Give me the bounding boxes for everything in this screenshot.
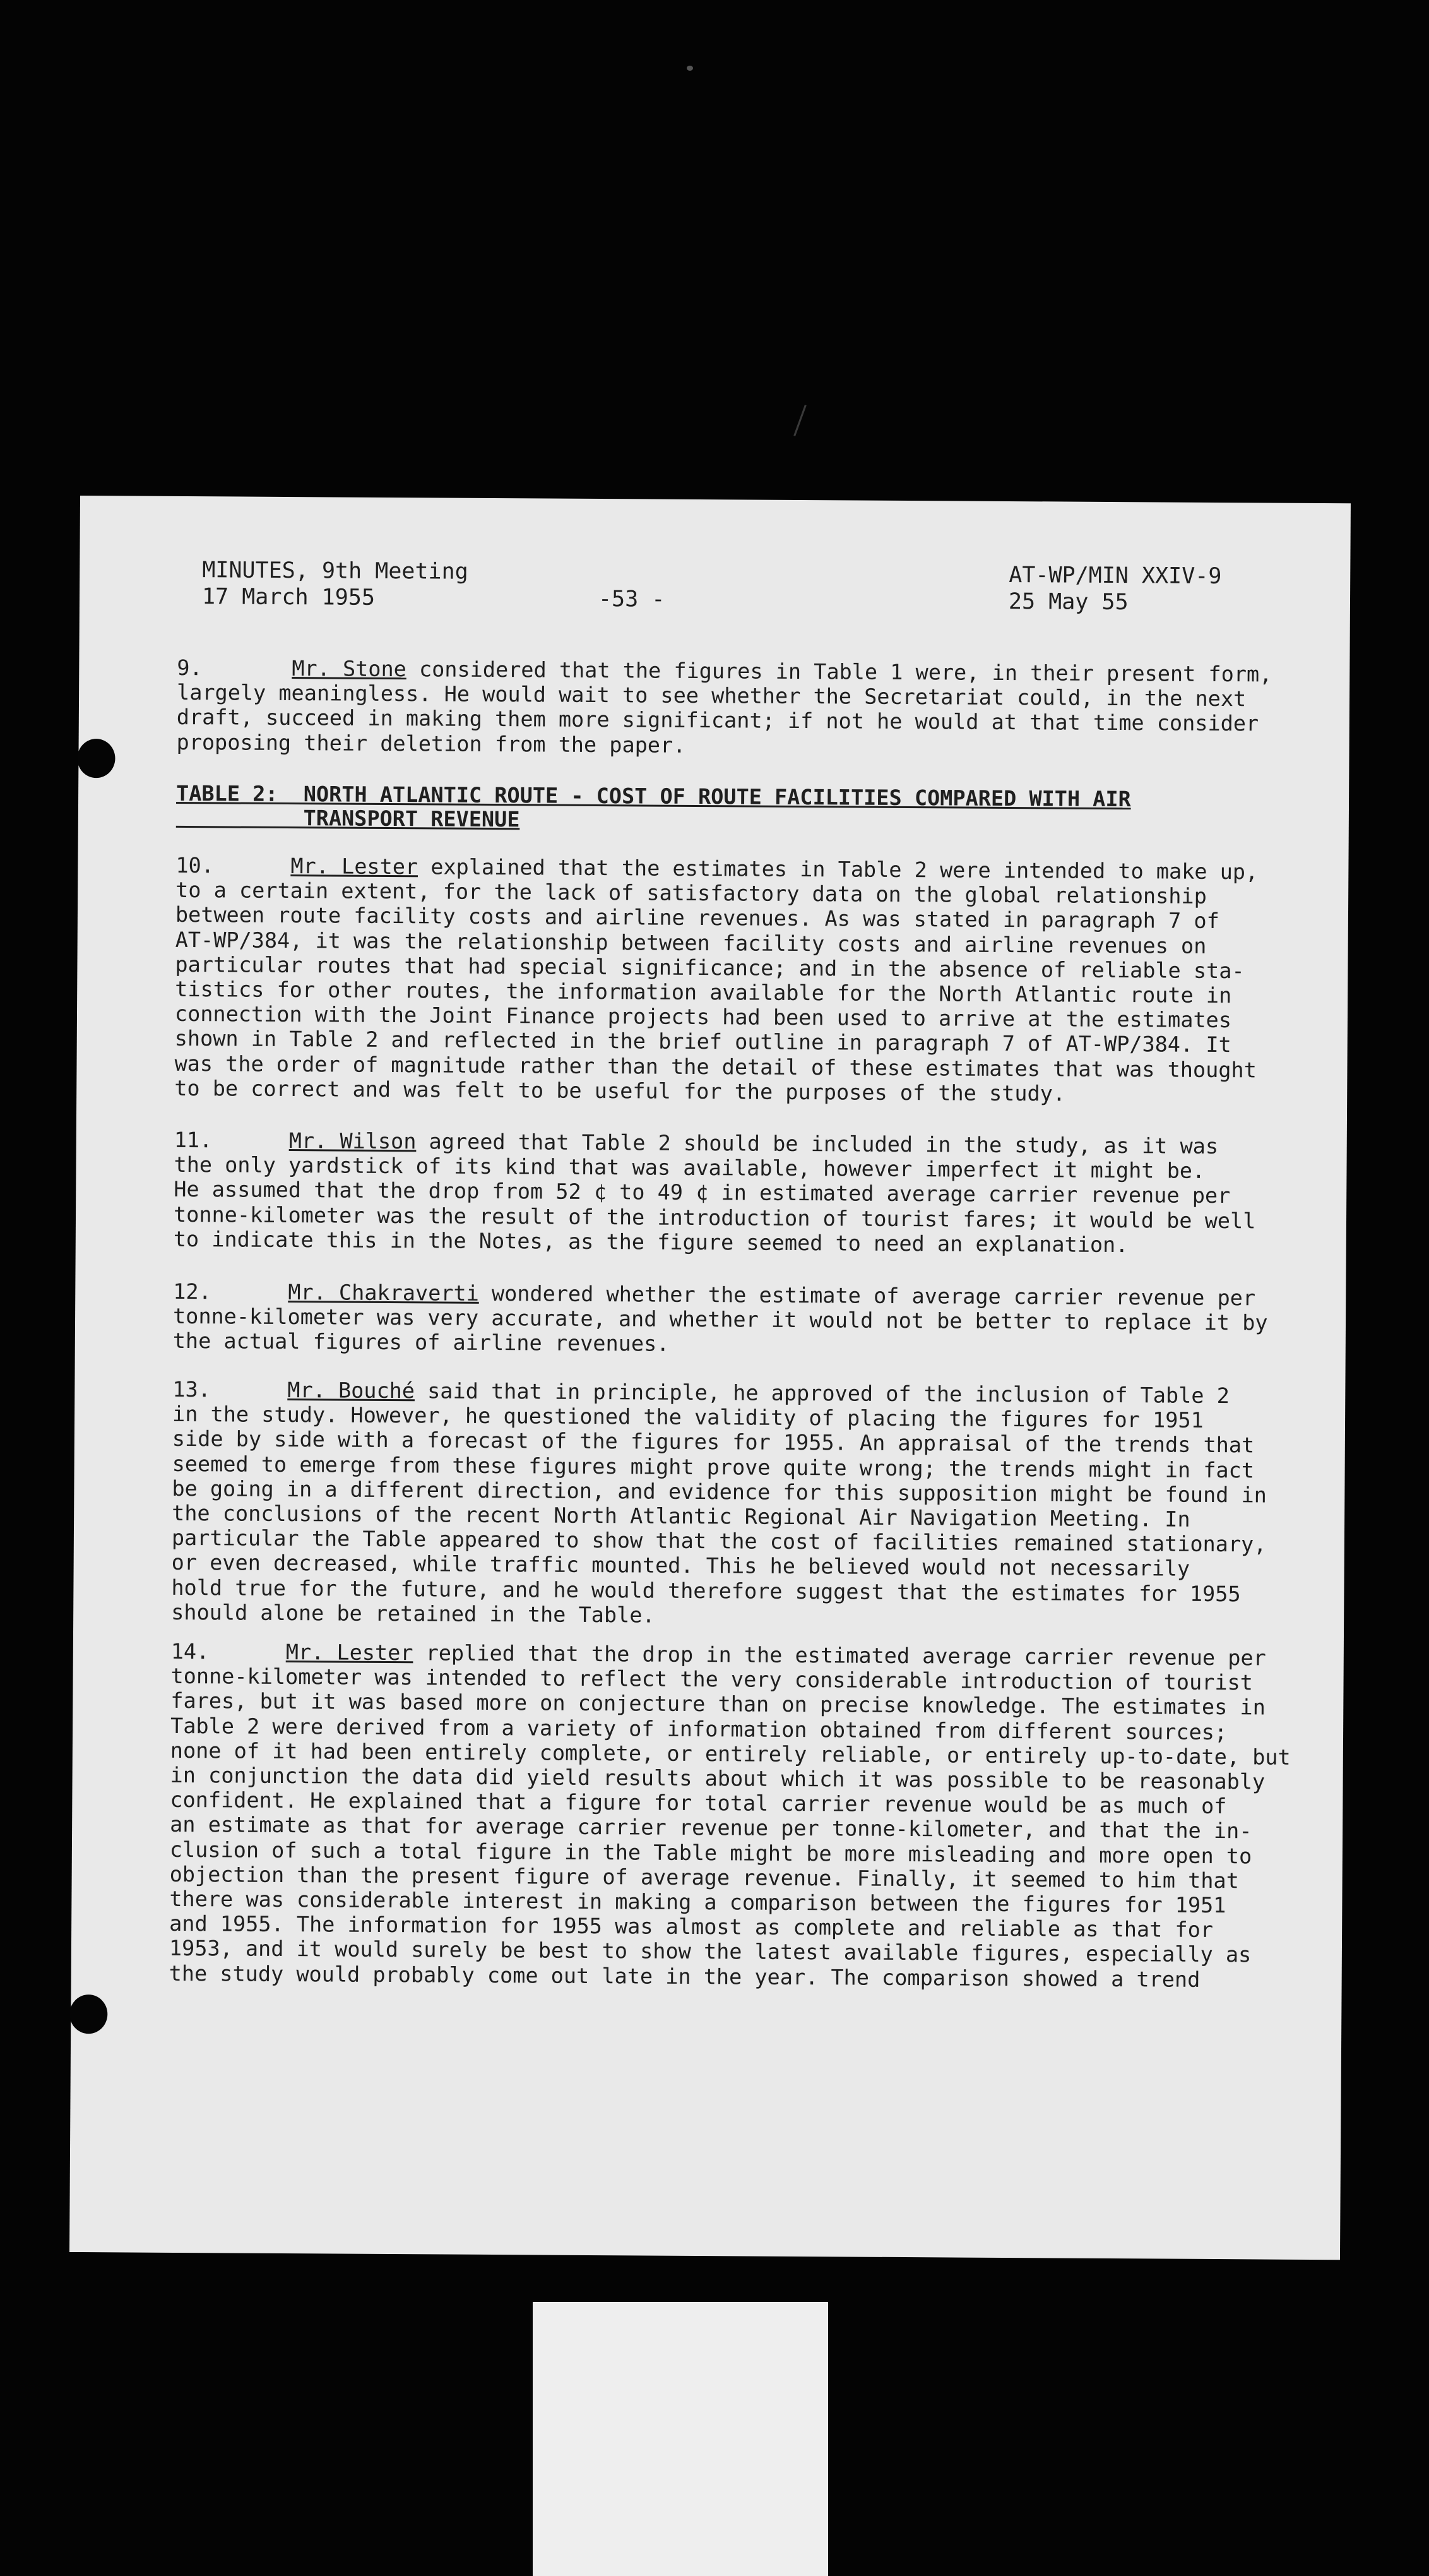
film-scratch <box>793 405 807 436</box>
document-page <box>69 496 1351 2260</box>
speaker-name: Mr. Stone <box>292 656 406 682</box>
speaker-name: Mr. Bouché <box>287 1378 415 1404</box>
speaker-name: Mr. Chakraverti <box>288 1280 479 1306</box>
paragraph-9: 9. Mr. Stone considered that the figures in Table 1 were, in their present form, largely meaningless. He would wait to see whether the Secretariat could, in the next draft, succeed in making them more significant; if not he would at that time consider proposing their deletion from the paper. <box>176 655 1272 758</box>
header-meeting-info: MINUTES, 9th Meeting 17 March 1955 <box>201 558 468 611</box>
paragraph-14: 14. Mr. Lester replied that the drop in the estimated average carrier revenue per tonne-kilometer was intended to reflect the very considerable introduction of tourist fares, but it was based more on conjecture than on precise knowledge. The estimates in Table 2 were derived from a variety of information obtained from different sources; none of it had been entirely complete, or entirely reliable, or entirely up-to-date, but in conjunction the data did yield results about which it was possible to be reasonably confident. He explained that a figure for total carrier revenue would be as much of an estimate as that for average carrier revenue per tonne-kilometer, and that the in- clusion of such a total figure in the Table might be more misleading and more open to objection than the present figure of average revenue. Finally, it seemed to him that there was considerable interest in making a comparison between the figures for 1951 and 1955. The information for 1955 was almost as complete and reliable as that for 1953, and it would surely be best to show the latest available figures, especially as the study would probably come out late in the year. The comparison showed a trend <box>169 1638 1291 1992</box>
punch-hole <box>77 739 115 778</box>
speaker-name: Mr. Wilson <box>288 1128 417 1154</box>
punch-hole <box>69 1995 107 2034</box>
speaker-name: Mr. Lester <box>290 854 418 880</box>
page-number: -53 - <box>598 587 665 612</box>
paragraph-11: 11. Mr. Wilson agreed that Table 2 should be included in the study, as it was the only yardstick of its kind that was available, however imperfect it might be. He assumed that the drop from 52 ¢ to 49 ¢ in estimated average carrier revenue per tonne-kilometer was the result of the introduction of tourist fares; it would be well to indicate this in the Notes, as the figure seemed to need an explanation. <box>173 1127 1256 1257</box>
paragraph-13: 13. Mr. Bouché said that in principle, he approved of the inclusion of Table 2 in the study. However, he questioned the validity of placing the figures for 1951 side by side with a forecast of the figures for 1955. An appraisal of the trends that seemed to emerge from these figures might prove quite wrong; the trends might in fact be going in a different direction, and evidence for this supposition might be found in the conclusions of the recent North Atlantic Regional Air Navigation Meeting. In particular the Table appeared to show that the cost of facilities remained stationary, or even decreased, while traffic mounted. This he believed would not necessarily hold true for the future, and he would therefore suggest that the estimates for 1955 should alone be retained in the Table. <box>171 1376 1267 1628</box>
film-label-card <box>533 2302 828 2576</box>
film-speck <box>687 66 693 71</box>
table-heading: TABLE 2: NORTH ATLANTIC ROUTE - COST OF ROUTE FACILITIES COMPARED WITH AIR TRANSPORT REVENUE <box>175 780 1131 832</box>
paragraph-12: 12. Mr. Chakraverti wondered whether the estimate of average carrier revenue per tonne-kilometer was very accurate, and whether it would not be better to replace it by the actual figures of airline revenues. <box>172 1279 1268 1357</box>
speaker-name: Mr. Lester <box>285 1640 413 1666</box>
header-document-ref: AT-WP/MIN XXIV-9 25 May 55 <box>1008 562 1222 616</box>
paragraph-10: 10. Mr. Lester explained that the estimates in Table 2 were intended to make up, to a certain extent, for the lack of satisfactory data on the global relationship between route facility costs and airline revenues. As was stated in paragraph 7 of AT-WP/384, it was the relationship between facility costs and airline revenues on particular routes that had special significance; and in the absence of reliable sta- tistics for other routes, the information available for the North Atlantic route in connection with the Joint Finance projects had been used to arrive at the estimates shown in Table 2 and reflected in the brief outline in paragraph 7 of AT-WP/384. It was the order of magnitude rather than the detail of these estimates that was thought to be correct and was felt to be useful for the purposes of the study. <box>174 852 1259 1106</box>
